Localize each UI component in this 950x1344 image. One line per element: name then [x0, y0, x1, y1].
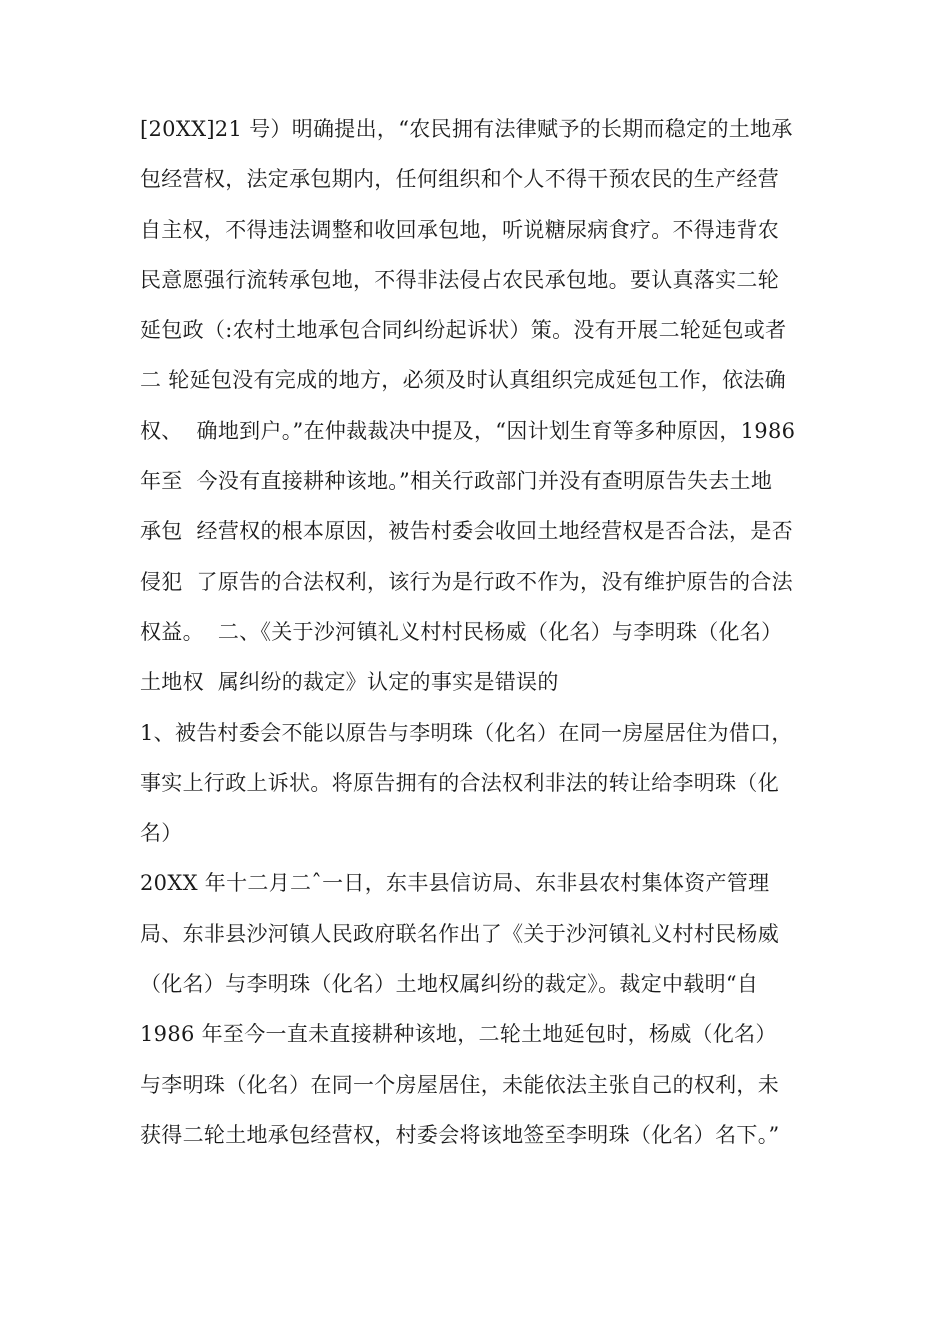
text-line: （化名）与李明珠（化名）土地权属纠纷的裁定》。裁定中载明“自	[140, 972, 759, 997]
text-line: [20XX]21 号）明确提出，“农民拥有法律赋予的长期而稳定的土地承	[140, 117, 793, 141]
text-line: 土地权 属纠纷的裁定》认定的事实是错误的	[140, 670, 559, 695]
text-line: 局、东非县沙河镇人民政府联名作出了《关于沙河镇礼义村村民杨威	[140, 921, 779, 946]
text-line: 二 轮延包没有完成的地方，必须及时认真组织完成延包工作，依法确	[140, 368, 786, 393]
text-line: 延包政（:农村土地承包合同纠纷起诉状）策。没有开展二轮延包或者	[140, 318, 787, 343]
text-line: 承包 经营权的根本原因，被告村委会收回土地经营权是否合法，是否	[140, 519, 793, 544]
text-line: 1986 年至今一直未直接耕种该地，二轮土地延包时，杨威（化名）	[140, 1022, 777, 1047]
text-line: 权、 确地到户。”在仲裁裁决中提及，“因计划生育等多种原因，1986	[140, 418, 796, 443]
text-line: 1、被告村委会不能以原告与李明珠（化名）在同一房屋居住为借口，	[140, 720, 793, 745]
text-line: 20XX 年十二月二ˆ一日，东丰县信访局、东非县农村集体资产管理	[140, 871, 770, 896]
text-line: 自主权，不得违法调整和收回承包地，听说糖尿病食疗。不得违背农	[140, 217, 779, 242]
text-line: 权益。 二、《关于沙河镇礼义村村民杨威（化名）与李明珠（化名）	[140, 619, 783, 644]
text-line: 民意愿强行流转承包地，不得非法侵占农民承包地。要认真落实二轮	[140, 267, 779, 292]
text-line: 侵犯 了原告的合法权利，该行为是行政不作为，没有维护原告的合法	[140, 569, 793, 594]
document-body	[140, 104, 840, 1160]
text-line: 年至 今没有直接耕种该地。”相关行政部门并没有查明原告失去土地	[140, 469, 773, 494]
text-line: 获得二轮土地承包经营权，村委会将该地签至李明珠（化名）名下。”	[140, 1122, 780, 1147]
text-line: 包经营权，法定承包期内，任何组织和个人不得干预农民的生产经营	[140, 167, 779, 192]
text-line: 名）	[140, 821, 183, 846]
text-line: 与李明珠（化名）在同一个房屋居住，未能依法主张自己的权利，未	[140, 1072, 779, 1097]
text-line: 事实上行政上诉状。将原告拥有的合法权利非法的转让给李明珠（化	[140, 770, 779, 795]
